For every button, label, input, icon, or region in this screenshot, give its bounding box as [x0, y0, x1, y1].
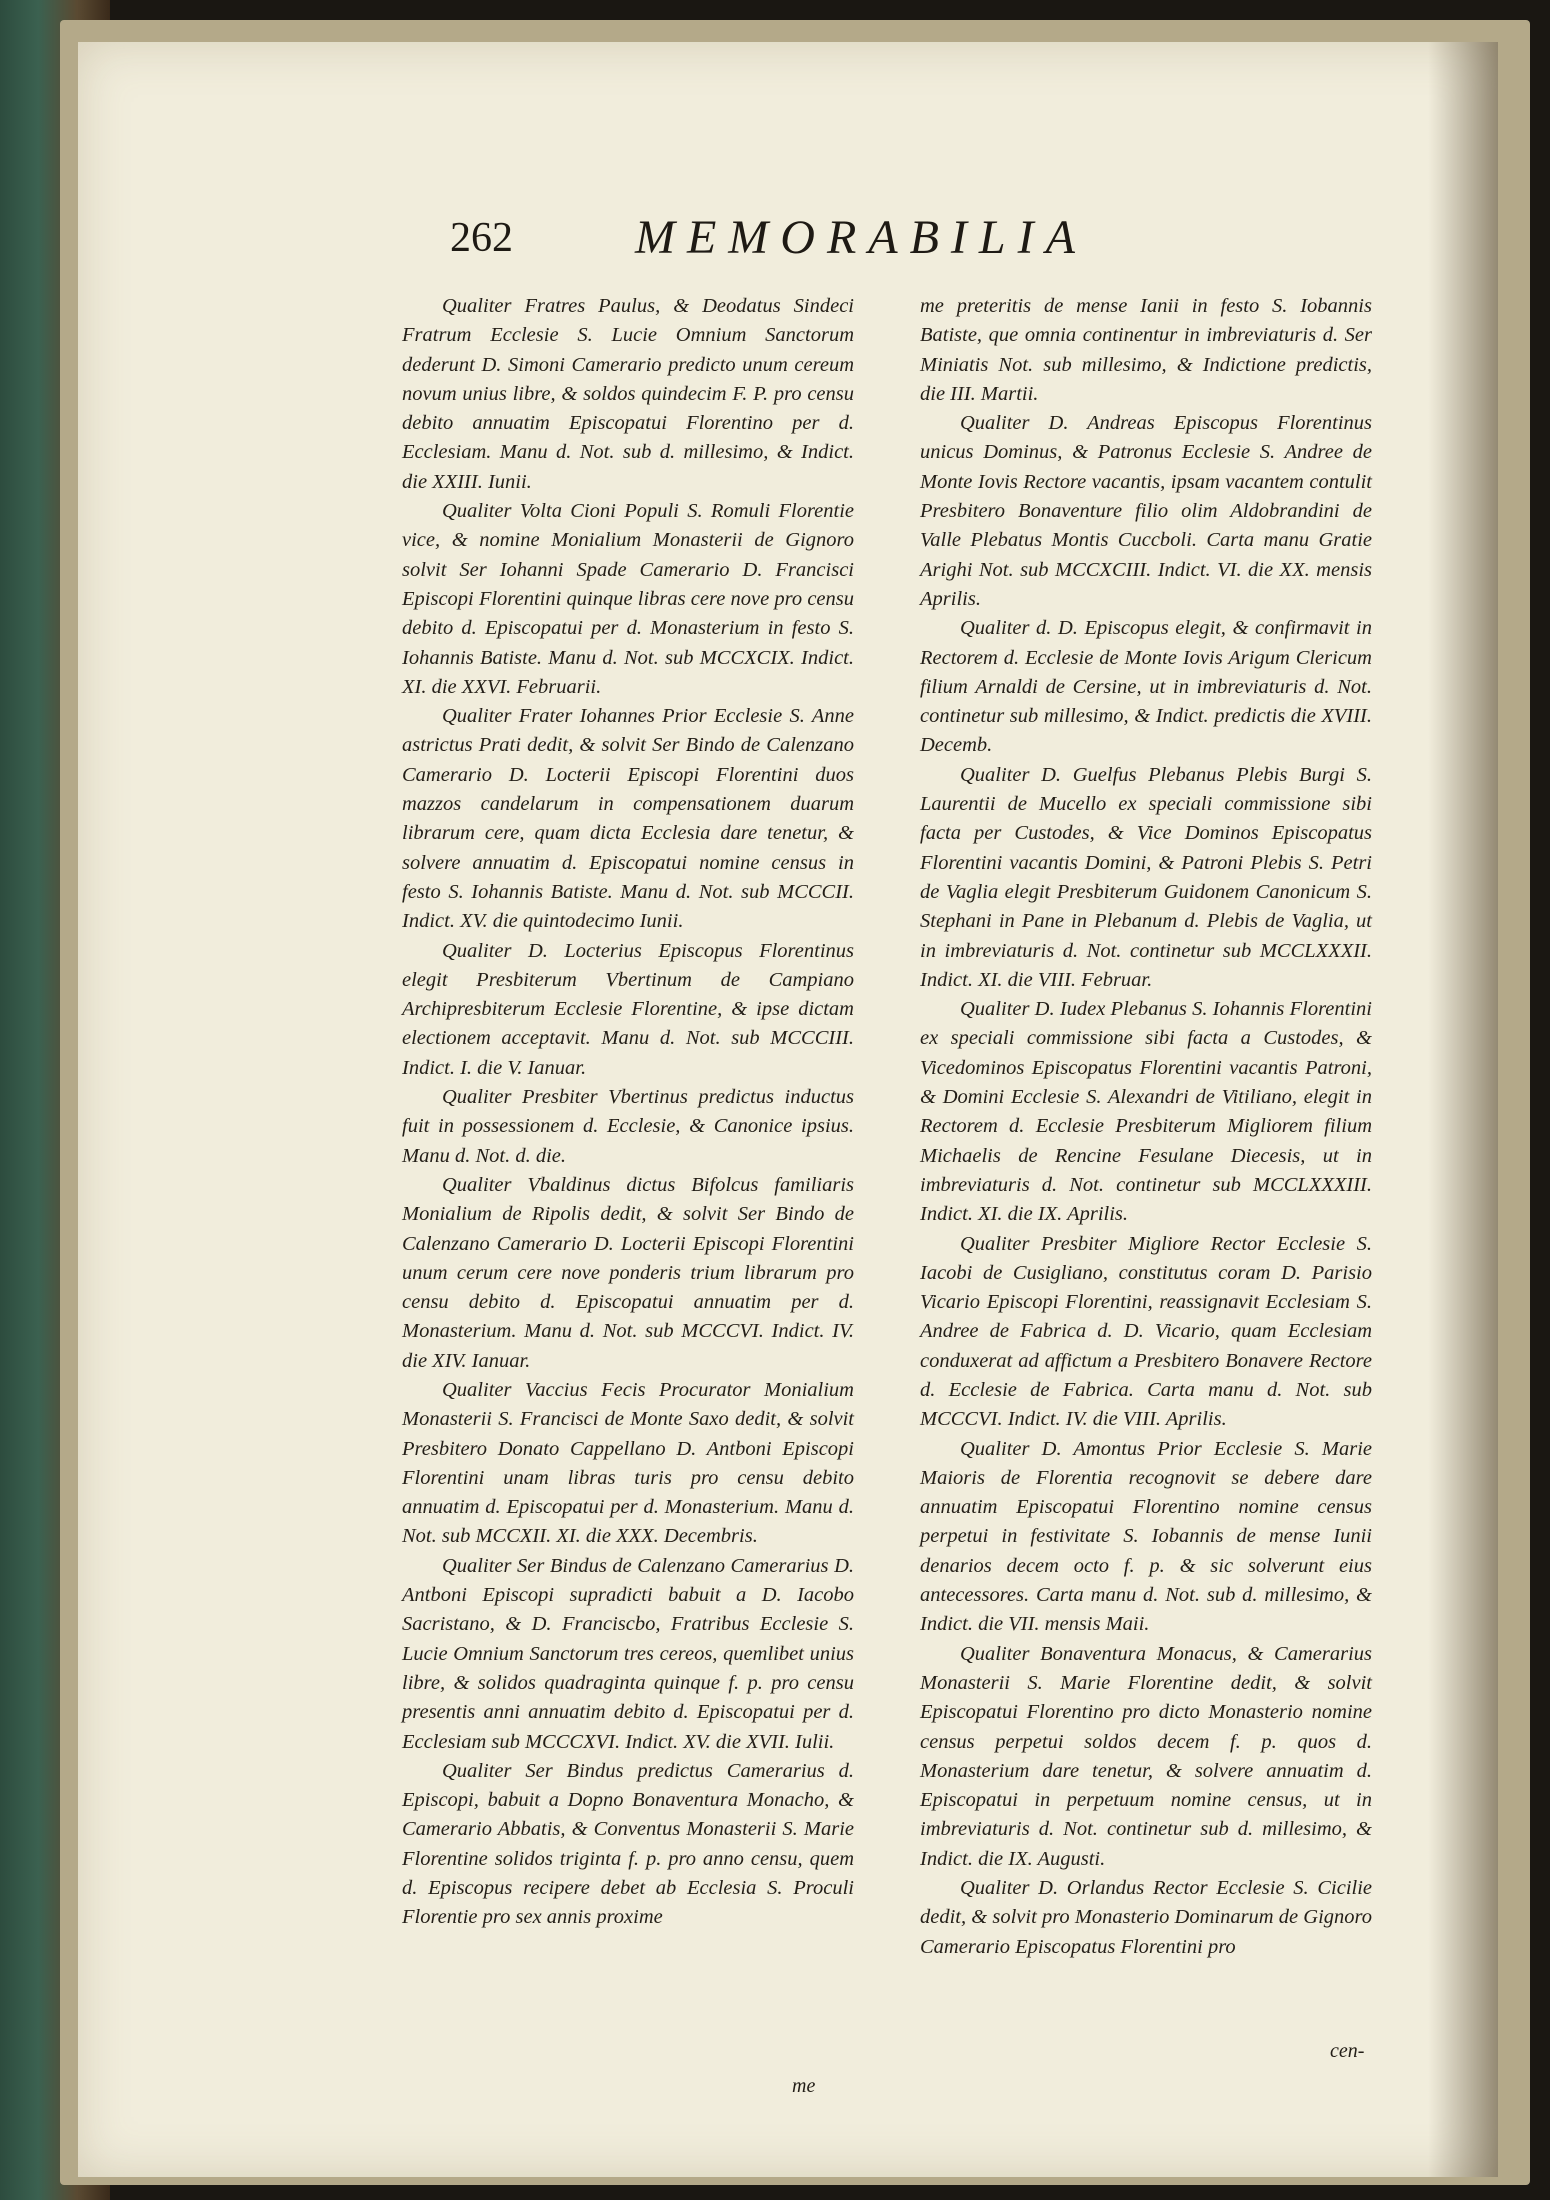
paragraph: Qualiter D. Guelfus Plebanus Plebis Burgi S. Laurentii de Mucello ex speciali commissione sibi facta per Custodes, & Vice Dominos Episcopatus Florentini vacantis Domini, & Patroni Plebis S. Petri de Vaglia elegit Presbiterum Guidonem Canonicum S. Stephani in Pane in Plebanum d. Plebis de Vaglia, ut in imbreviaturis d. Not. continetur sub MCCLXXXII. Indict. XI. die VIII. Februar. [920, 763, 1372, 991]
paragraph: Qualiter Fratres Paulus, & Deodatus Sindeci Fratrum Ecclesie S. Lucie Omnium Sanctorum dederunt D. Simoni Camerario predicto unum cereum novum unius libre, & soldos quindecim F. P. pro censu debito annuatim Episcopatui Florentino per d. Ecclesiam. Manu d. Not. sub d. millesimo, & Indict. die XXIII. Iunii. [402, 295, 854, 493]
running-title: MEMORABILIA [635, 211, 1087, 264]
paragraph-continued: me preteritis de mense Ianii in festo S. Iobannis Batiste, que omnia continentur in imbreviaturis d. Ser Miniatis Not. sub millesimo, & Indictione predictis, die III. Martii. [920, 295, 1372, 405]
page-gutter-shadow [1428, 42, 1498, 2177]
catchword-right: cen- [1330, 2040, 1365, 2062]
paragraph: Qualiter Presbiter Migliore Rector Ecclesie S. Iacobi de Cusigliano, constitutus coram D. Parisio Vicario Episcopi Florentini, reassignavit Ecclesiam S. Andree de Fabrica d. D. Vicario, quam Ecclesiam conduxerat ad affictum a Presbitero Bonavere Rectore d. Ecclesie de Fabrica. Carta manu d. Not. sub MCCCVI. Indict. IV. die VIII. Aprilis. [920, 1232, 1372, 1431]
paragraph: Qualiter D. Locterius Episcopus Florentinus elegit Presbiterum Vbertinum de Campiano Archipresbiterum Ecclesie Florentine, & ipse dictam electionem acceptavit. Manu d. Not. sub MCCCIII. Indict. I. die V. Ianuar. [402, 939, 854, 1079]
catchword-left: me [792, 2075, 816, 2097]
paragraph: Qualiter Ser Bindus de Calenzano Camerarius D. Antboni Episcopi supradicti babuit a D. Iacobo Sacristano, & D. Franciscbo, Fratribus Ecclesie S. Lucie Omnium Sanctorum tres cereos, quemlibet unius libre, & solidos quadraginta quinque f. p. pro censu presentis anni annuatim debito d. Episcopatui per d. Ecclesiam sub MCCCXVI. Indict. XV. die XVII. Iulii. [402, 1554, 854, 1753]
paragraph: Qualiter Frater Iohannes Prior Ecclesie S. Anne astrictus Prati dedit, & solvit Ser Bindo de Calenzano Camerario D. Locterii Episcopi Florentini duos mazzos candelarum in compensationem duarum librarum cere, quam dicta Ecclesia dare tenetur, & solvere annuatim d. Episcopatui nomine census in festo S. Iohannis Batiste. Manu d. Not. sub MCCCII. Indict. XV. die quintodecimo Iunii. [402, 705, 854, 933]
paragraph: Qualiter D. Amontus Prior Ecclesie S. Marie Maioris de Florentia recognovit se debere dare annuatim Episcopatui Florentino nomine census perpetui in festivitate S. Iobannis de mense Iunii denarios decem octo f. p. & sic solverunt eius antecessores. Carta manu d. Not. sub d. millesimo, & Indict. die VII. mensis Maii. [920, 1437, 1372, 1636]
paragraph: Qualiter Volta Cioni Populi S. Romuli Florentie vice, & nomine Monialium Monasterii de Gignoro solvit Ser Iohanni Spade Camerario D. Francisci Episcopi Florentini quinque libras cere nove pro censu debito d. Episcopatui per d. Monasterium in festo S. Iohannis Batiste. Manu d. Not. sub MCCXCIX. Indict. XI. die XXVI. Februarii. [402, 500, 854, 698]
paragraph: Qualiter Bonaventura Monacus, & Camerarius Monasterii S. Marie Florentine dedit, & solvit Episcopatui Florentino pro dicto Monasterio nomine census perpetui soldos decem f. p. quos d. Monasterium dare tenetur, & solvere annuatim d. Episcopatui in perpetuum nomine census, ut in imbreviaturis d. Not. continetur sub d. millesimo, & Indict. die IX. Augusti. [920, 1642, 1372, 1870]
left-column [402, 292, 854, 1933]
page-number: 262 [450, 215, 513, 261]
paragraph: Qualiter D. Iudex Plebanus S. Iohannis Florentini ex speciali commissione sibi facta a Custodes, & Vicedominos Episcopatus Florentini vacantis Patroni, & Domini Ecclesie S. Alexandri de Vitiliano, elegit in Rectorem d. Ecclesie Presbiterum Migliorem filium Michaelis de Rencine Fesulane Diecesis, ut in imbreviaturis d. Not. continetur sub MCCLXXXIII. Indict. XI. die IX. Aprilis. [920, 998, 1372, 1226]
paragraph: Qualiter Vaccius Fecis Procurator Monialium Monasterii S. Francisci de Monte Saxo dedit, & solvit Presbitero Donato Cappellano D. Antboni Episcopi Florentini unam libras turis pro censu debito annuatim d. Episcopatui per d. Monasterium. Manu d. Not. sub MCCXII. XI. die XXX. Decembris. [402, 1378, 854, 1548]
paragraph: Qualiter d. D. Episcopus elegit, & confirmavit in Rectorem d. Ecclesie de Monte Iovis Arigum Clericum filium Arnaldi de Cersine, ut in imbreviaturis d. Not. continetur sub millesimo, & Indict. predictis die XVIII. Decemb. [920, 617, 1372, 757]
paragraph: Qualiter Ser Bindus predictus Camerarius d. Episcopi, babuit a Dopno Bonaventura Monacho, & Camerario Abbatis, & Conventus Monasterii S. Marie Florentine solidos triginta f. p. pro anno censu, quem d. Episcopus recipere debet ab Ecclesia S. Proculi Florentie pro sex annis proxime [402, 1759, 854, 1929]
paragraph: Qualiter D. Orlandus Rector Ecclesie S. Cicilie dedit, & solvit pro Monasterio Dominarum de Gignoro Camerario Episcopatus Florentini pro [920, 1877, 1372, 1958]
paragraph: Qualiter D. Andreas Episcopus Florentinus unicus Dominus, & Patronus Ecclesie S. Andree de Monte Iovis Rectore vacantis, ipsam vacantem contulit Presbitero Bonaventure filio olim Aldobrandini de Valle Plebatus Montis Cuccboli. Carta manu Gratie Arighi Not. sub MCCXCIII. Indict. VI. die XX. mensis Aprilis. [920, 412, 1372, 610]
paragraph: Qualiter Presbiter Vbertinus predictus inductus fuit in possessionem d. Ecclesie, & Canonice ipsius. Manu d. Not. d. die. [402, 1086, 854, 1167]
paragraph: Qualiter Vbaldinus dictus Bifolcus familiaris Monialium de Ripolis dedit, & solvit Ser Bindo de Calenzano Camerario D. Locterii Episcopi Florentini unum cerum cere nove ponderis trium librarum pro censu debito d. Episcopatui annuatim per d. Monasterium. Manu d. Not. sub MCCCVI. Indict. IV. die XIV. Ianuar. [402, 1173, 854, 1372]
page-header [450, 200, 1210, 270]
right-column [920, 292, 1372, 1962]
